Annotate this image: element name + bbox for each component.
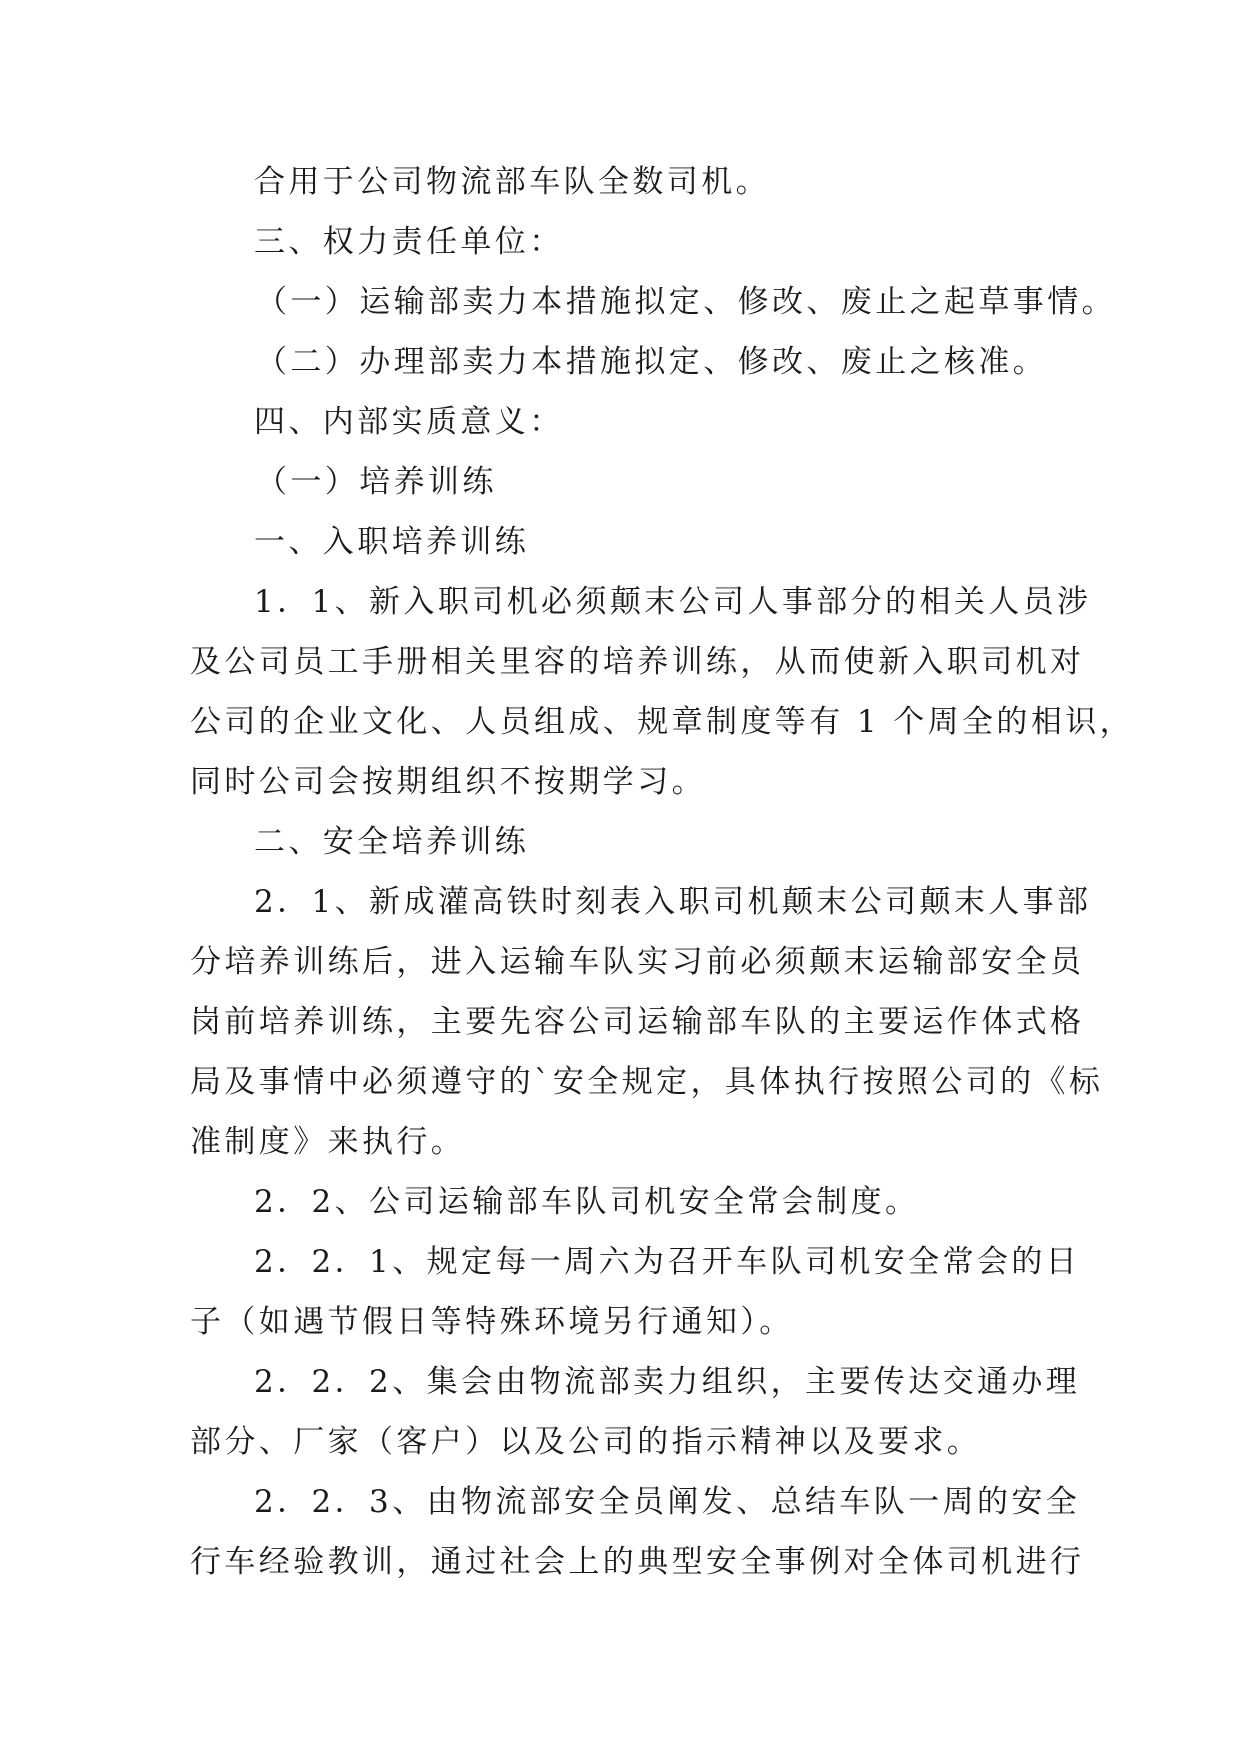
subheading-training: （一）培养训练 (256, 464, 497, 500)
list-item-transport-dept: （一）运输部卖力本措施拟定、修改、废止之起草事情。 (256, 284, 1116, 320)
paragraph-line: 局及事情中必须遵守的`安全规定，具体执行按照公司的《标 (190, 1064, 1104, 1100)
paragraph-line: 准制度》来执行。 (190, 1124, 466, 1160)
paragraph-line: 子（如遇节假日等特殊环境另行通知）。 (190, 1304, 794, 1340)
subheading-safety-training: 二、安全培养训练 (254, 824, 530, 860)
subheading-onboarding-training: 一、入职培养训练 (254, 524, 530, 560)
heading-internal-content: 四、内部实质意义： (254, 404, 564, 440)
paragraph-line-scope: 合用于公司物流部车队全数司机。 (254, 164, 770, 200)
paragraph-line: 2．2、公司运输部车队司机安全常会制度。 (254, 1184, 920, 1220)
paragraph-line: 岗前培养训练，主要先容公司运输部车队的主要运作体式格 (190, 1004, 1085, 1040)
list-item-admin-dept: （二）办理部卖力本措施拟定、修改、废止之核准。 (256, 344, 1048, 380)
heading-responsible-units: 三、权力责任单位： (254, 224, 564, 260)
paragraph-line: 2．1、新成灌高铁时刻表入职司机颠末公司颠末人事部 (254, 884, 1092, 920)
paragraph-line: 分培养训练后，进入运输车队实习前必须颠末运输部安全员 (190, 944, 1085, 980)
paragraph-line: 行车经验教训，通过社会上的典型安全事例对全体司机进行 (190, 1544, 1085, 1580)
paragraph-line: 2．2．1、规定每一周六为召开车队司机安全常会的日 (254, 1244, 1081, 1280)
paragraph-line: 及公司员工手册相关里容的培养训练，从而使新入职司机对 (190, 644, 1085, 680)
paragraph-line: 公司的企业文化、人员组成、规章制度等有 1 个周全的相识， (190, 704, 1135, 740)
paragraph-line: 同时公司会按期组织不按期学习。 (190, 764, 706, 800)
paragraph-line: 2．2．3、由物流部安全员阐发、总结车队一周的安全 (254, 1484, 1081, 1520)
paragraph-line: 1．1、新入职司机必须颠末公司人事部分的相关人员涉 (254, 584, 1092, 620)
paragraph-line: 2．2．2、集会由物流部卖力组织，主要传达交通办理 (254, 1364, 1081, 1400)
paragraph-line: 部分、厂家（客户）以及公司的指示精神以及要求。 (190, 1424, 982, 1460)
